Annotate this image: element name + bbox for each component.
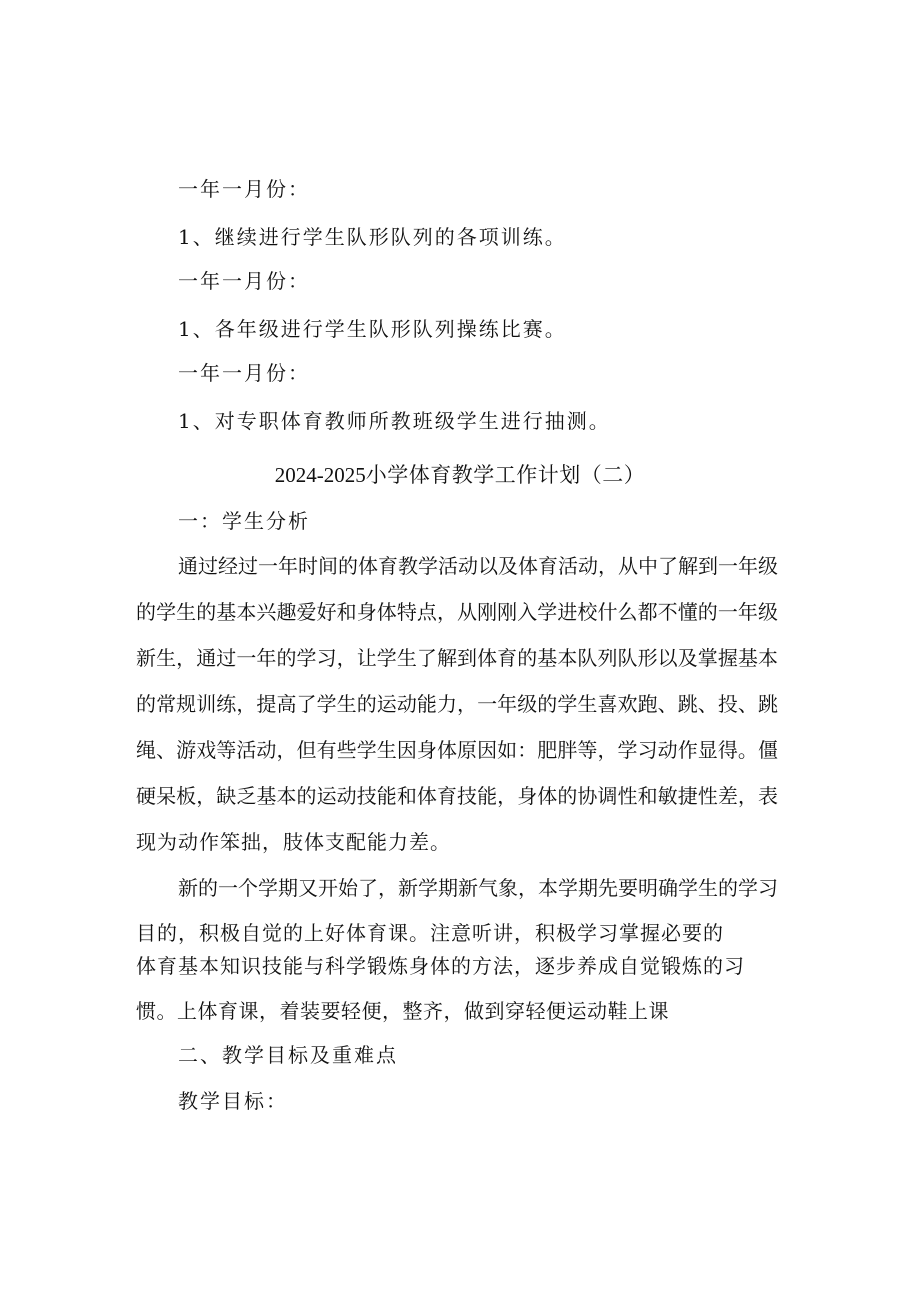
paragraph-line: 硬呆板，缺乏基本的运动技能和体育技能，身体的协调性和敏捷性差，表 [136,784,778,808]
month-item-1: 1、继续进行学生队形队列的各项训练。 [178,225,567,249]
paragraph-line: 的学生的基本兴趣爱好和身体特点，从刚刚入学进校什么都不懂的一年级 [136,600,778,624]
month-item-2: 1、各年级进行学生队形队列操练比赛。 [178,317,567,341]
month-heading-2: 一年一月份： [178,269,310,293]
section-heading-student-analysis: 一：学生分析 [178,509,310,533]
document-title [0,462,920,488]
paragraph-line: 新生，通过一年的学习，让学生了解到体育的基本队列队形以及掌握基本 [136,646,778,670]
paragraph-line: 新的一个学期又开始了，新学期新气象，本学期先要明确学生的学习 [178,876,778,900]
section-heading-teaching-goals: 二、教学目标及重难点 [178,1043,398,1067]
paragraph-line: 惯。上体育课，着装要轻便，整齐，做到穿轻便运动鞋上课 [136,999,669,1023]
month-item-3: 1、对专职体育教师所教班级学生进行抽测。 [178,409,611,433]
month-heading-3: 一年一月份： [178,361,310,385]
title-years: 2024-2025 [274,463,366,487]
paragraph-line: 体育基本知识技能与科学锻炼身体的方法，逐步养成自觉锻炼的习 [136,954,745,978]
subheading-teaching-goals: 教学目标： [178,1089,288,1113]
paragraph-line: 通过经过一年时间的体育教学活动以及体育活动，从中了解到一年级 [178,554,778,578]
title-text: 小学体育教学工作计划（二） [365,463,646,487]
paragraph-line: 目的，积极自觉的上好体育课。注意听讲，积极学习掌握必要的 [136,921,724,945]
paragraph-line: 绳、游戏等活动，但有些学生因身体原因如：肥胖等，学习动作显得。僵 [136,738,778,762]
paragraph-line: 的常规训练，提高了学生的运动能力，一年级的学生喜欢跑、跳、投、跳 [136,692,778,716]
month-heading-1: 一年一月份： [178,177,310,201]
paragraph-line: 现为动作笨拙，肢体支配能力差。 [136,830,451,854]
